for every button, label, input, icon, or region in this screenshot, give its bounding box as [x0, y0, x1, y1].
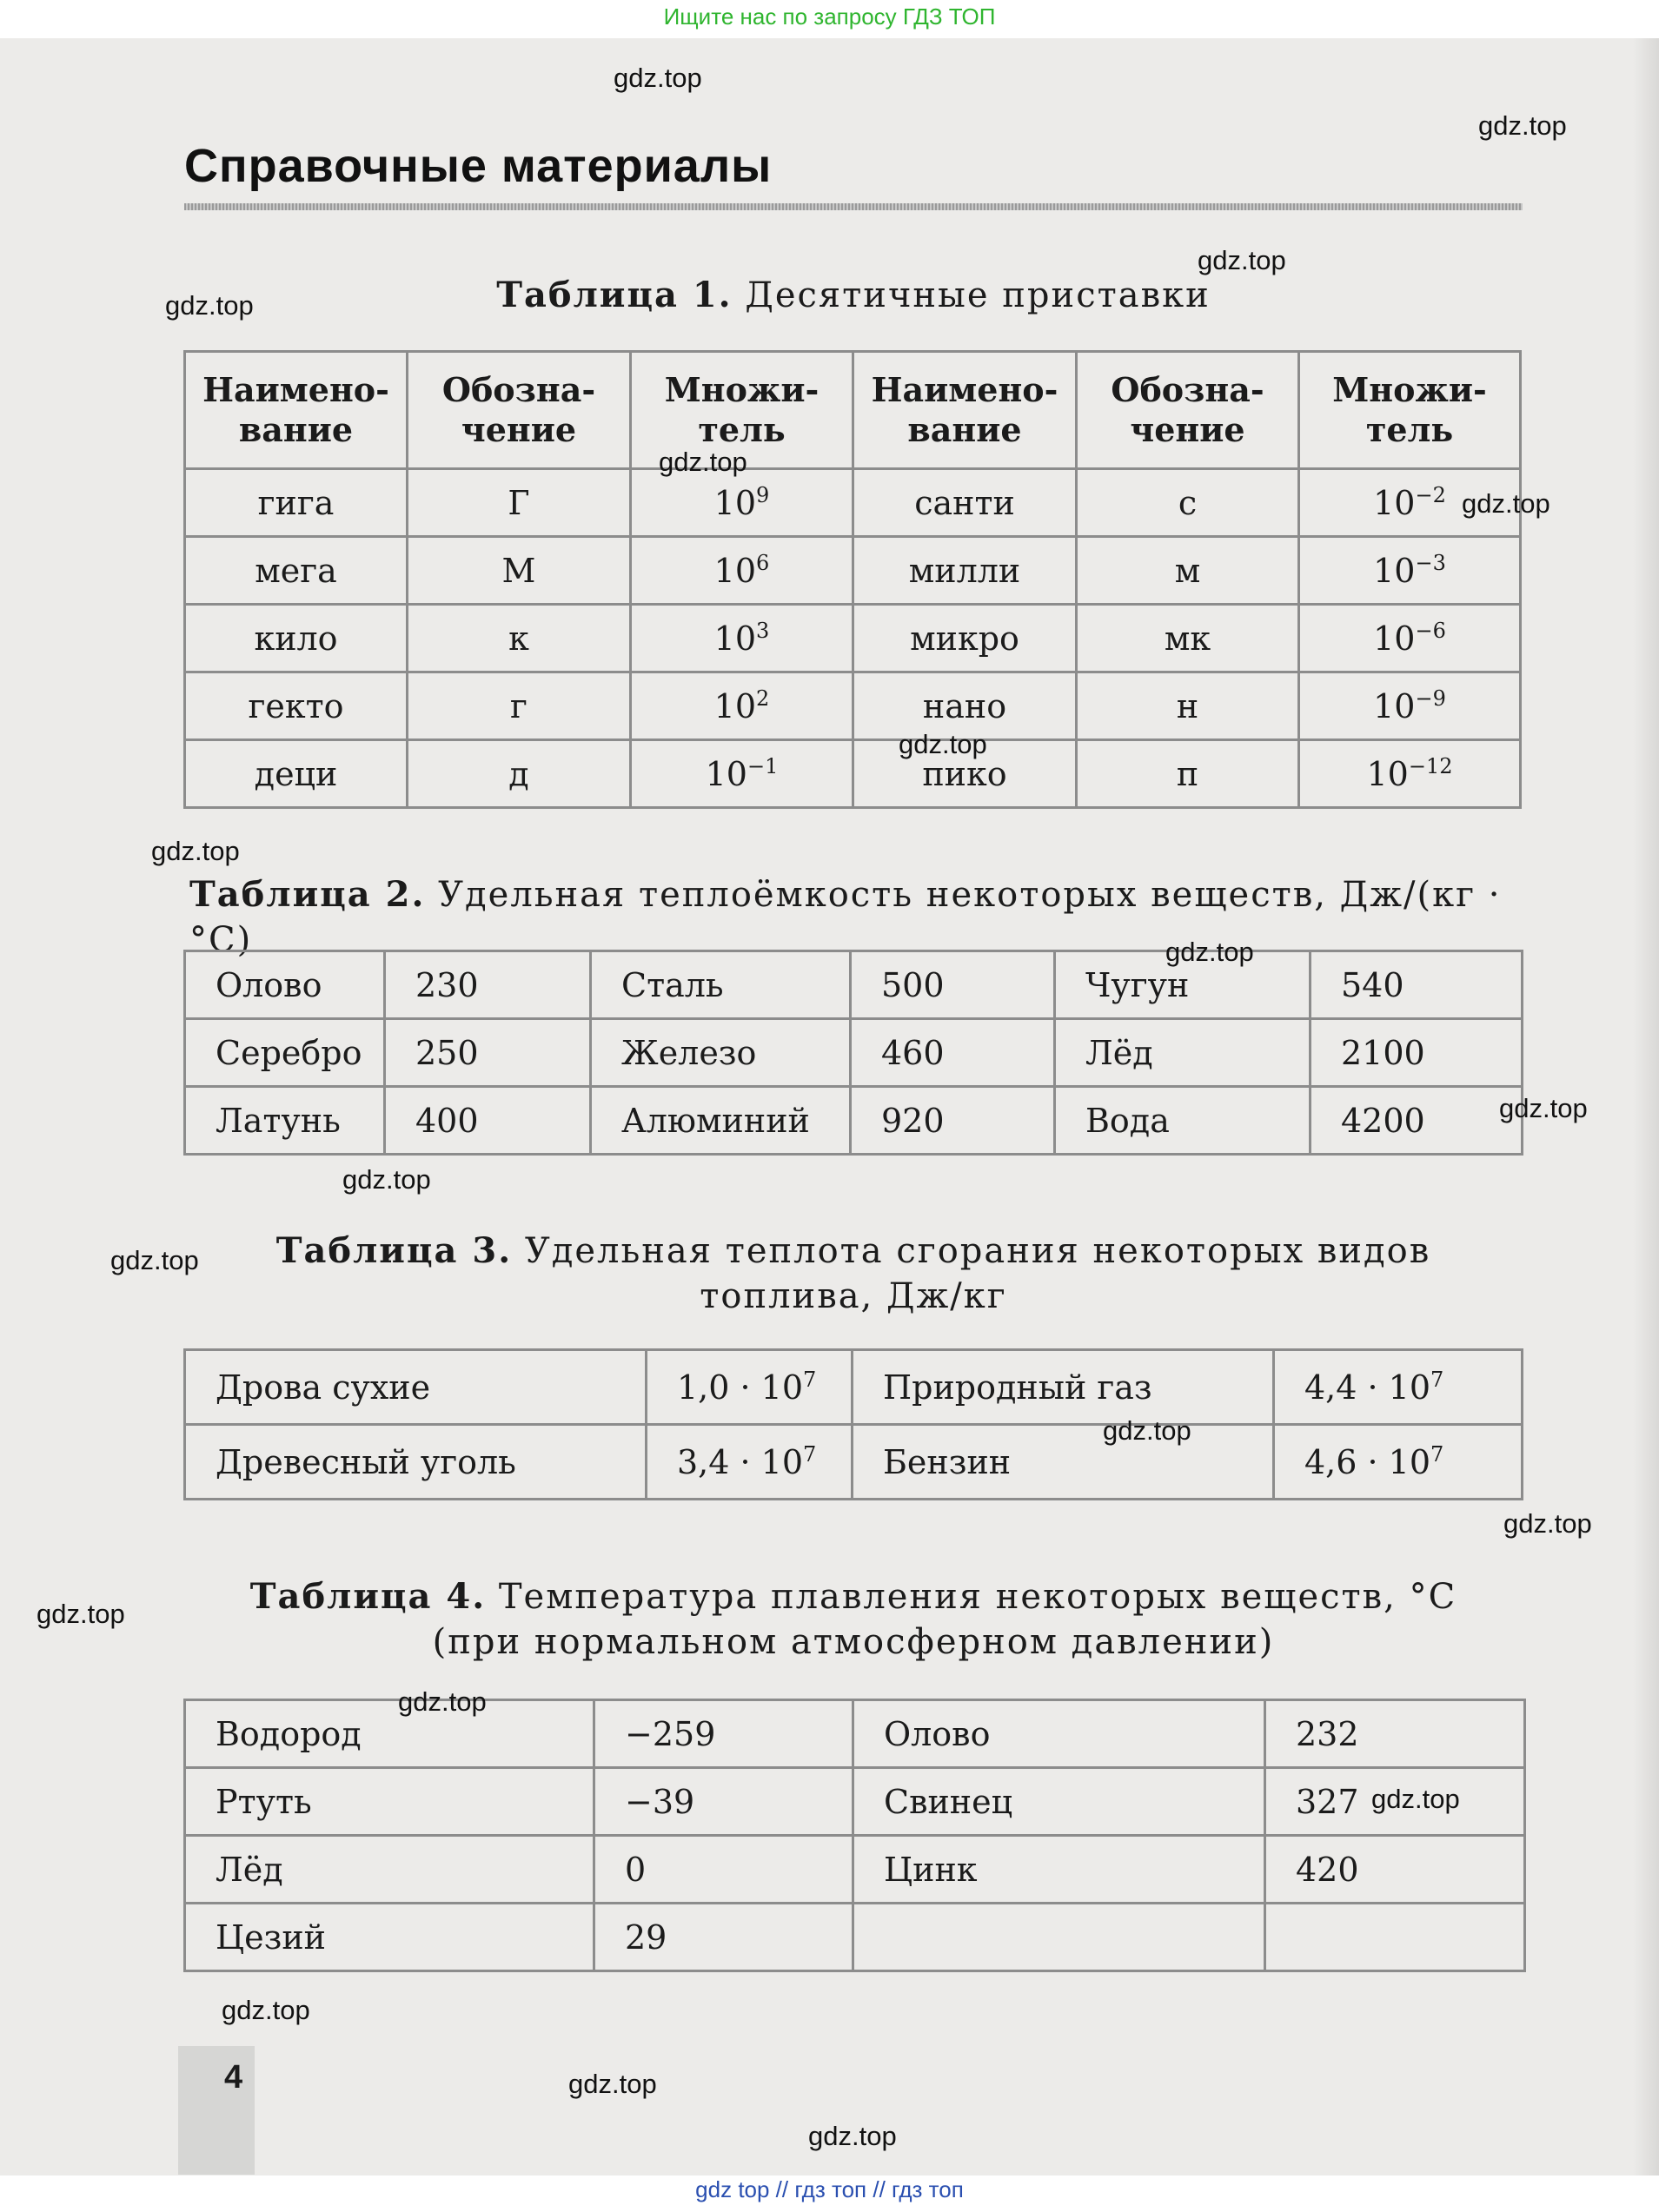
table-row [185, 1836, 1525, 1904]
table-cell [631, 605, 853, 672]
table-cell [408, 605, 631, 672]
watermark: gdz.top [614, 63, 702, 93]
table-cell [853, 1350, 1274, 1425]
cell-text: 10 [1373, 619, 1416, 658]
page-edge [1633, 38, 1659, 2176]
cell-text: 10 [1373, 551, 1416, 590]
table-cell: 420 [1265, 1836, 1525, 1904]
exponent: −6 [1415, 618, 1446, 643]
table-cell [408, 537, 631, 605]
table-cell [853, 469, 1077, 537]
cell-text: микро [910, 619, 1019, 658]
table-cell: 4200 [1311, 1087, 1523, 1155]
table-cell: Сталь [591, 951, 851, 1019]
header-cell: Обозна- чение [408, 352, 631, 469]
cell-text: 10 [713, 551, 757, 590]
table-cell [1299, 605, 1521, 672]
table-cell: Ртуть [185, 1768, 594, 1836]
table-cell [1274, 1350, 1523, 1425]
watermark: gdz.top [110, 1245, 199, 1275]
cell-text: 10 [713, 686, 757, 725]
cell-text: 10 [713, 619, 757, 658]
cell-text: 4,4 · 10 [1304, 1368, 1431, 1407]
page-title: Справочные материалы [184, 140, 773, 192]
page-number-box [178, 2046, 255, 2175]
table-cell: Свинец [853, 1768, 1265, 1836]
table-row [185, 1425, 1523, 1500]
cell-text: Древесный уголь [216, 1442, 516, 1481]
table-cell: 920 [851, 1087, 1055, 1155]
table-cell: 500 [851, 951, 1055, 1019]
header-cell: Наимено- вание [185, 352, 408, 469]
table-cell [185, 537, 408, 605]
table-row [185, 951, 1523, 1019]
table-cell [853, 1904, 1265, 1971]
table-row [185, 605, 1521, 672]
cell-text: Природный газ [883, 1368, 1152, 1407]
cell-text: д [508, 754, 529, 793]
table-melting-point [183, 1699, 1526, 1972]
table-cell: 29 [594, 1904, 853, 1971]
watermark: gdz.top [36, 1599, 125, 1629]
header-cell: Множи- тель [1299, 352, 1521, 469]
exponent: 2 [756, 685, 770, 711]
table-row [185, 1087, 1523, 1155]
cell-text: 10 [713, 483, 757, 522]
table-row [185, 1350, 1523, 1425]
table-cell [408, 672, 631, 740]
footer-links[interactable]: gdz top // гдз топ // гдз топ [695, 2176, 964, 2202]
table-cell: Серебро [185, 1019, 385, 1087]
cell-text: 3,4 · 10 [677, 1442, 804, 1481]
table-cell: Цинк [853, 1836, 1265, 1904]
table-row [185, 469, 1521, 537]
watermark: gdz.top [1478, 110, 1567, 141]
table3-caption [184, 1229, 1523, 1319]
table1-caption-label: Таблица 1. [496, 275, 733, 315]
table-cell: Латунь [185, 1087, 385, 1155]
table-cell [1077, 605, 1299, 672]
cell-text: Дрова сухие [216, 1368, 431, 1407]
page-number: 4 [224, 2059, 243, 2096]
cell-text: мк [1164, 619, 1211, 658]
table-row [185, 1019, 1523, 1087]
table-cell: 0 [594, 1836, 853, 1904]
watermark: gdz.top [165, 290, 254, 321]
cell-text: п [1176, 754, 1199, 793]
exponent: 7 [803, 1441, 817, 1467]
watermark: gdz.top [1503, 1508, 1592, 1539]
exponent: 6 [756, 550, 770, 575]
table-cell [1077, 469, 1299, 537]
exponent: 9 [756, 482, 770, 507]
title-rule [184, 203, 1523, 210]
table-cell: Цезий [185, 1904, 594, 1971]
table-cell [1274, 1425, 1523, 1500]
table-cell [1299, 537, 1521, 605]
cell-text: 1,0 · 10 [677, 1368, 804, 1407]
table-cell: Олово [853, 1700, 1265, 1768]
table-cell [408, 469, 631, 537]
cell-text: Г [508, 483, 530, 522]
table-row [185, 537, 1521, 605]
table-cell: Лёд [1055, 1019, 1311, 1087]
table4-caption-text: Температура плавления некоторых веществ, °C [486, 1577, 1457, 1617]
table-row [185, 1700, 1525, 1768]
table3-caption-text: Удельная теплота сгорания некоторых видов [512, 1231, 1431, 1271]
table-cell: Алюминий [591, 1087, 851, 1155]
table-cell [1077, 740, 1299, 808]
cell-text: гекто [248, 686, 344, 725]
cell-text: пико [922, 754, 1007, 793]
table-cell [185, 740, 408, 808]
cell-text: санти [914, 483, 1015, 522]
table-cell [631, 740, 853, 808]
exponent: 3 [756, 618, 770, 643]
table-cell: Олово [185, 951, 385, 1019]
table-cell: 400 [385, 1087, 591, 1155]
table-cell: Водород [185, 1700, 594, 1768]
table-cell [185, 469, 408, 537]
table-cell: 250 [385, 1019, 591, 1087]
watermark: gdz.top [899, 729, 987, 759]
table-cell: 232 [1265, 1700, 1525, 1768]
watermark: gdz.top [659, 447, 747, 477]
table1-caption-text: Десятичные приставки [732, 275, 1211, 315]
cell-text: кило [254, 619, 338, 658]
table-cell [408, 740, 631, 808]
cell-text: н [1176, 686, 1199, 725]
watermark: gdz.top [1198, 245, 1286, 275]
table-cell [1299, 740, 1521, 808]
table-cell: 540 [1311, 951, 1523, 1019]
table-row [185, 672, 1521, 740]
cell-text: Бензин [883, 1442, 1012, 1481]
table-cell [631, 672, 853, 740]
table4-caption [184, 1574, 1523, 1665]
watermark: gdz.top [398, 1686, 487, 1717]
table-header-row [185, 352, 1521, 469]
table1-caption [184, 273, 1523, 318]
table-cell: Лёд [185, 1836, 594, 1904]
table-cell: Чугун [1055, 951, 1311, 1019]
table-cell [1299, 672, 1521, 740]
cell-text: деци [254, 754, 338, 793]
exponent: −2 [1415, 482, 1446, 507]
cell-text: 10 [1366, 754, 1409, 793]
cell-text: м [1174, 551, 1201, 590]
header-cell: Множи- тель [631, 352, 853, 469]
cell-text: к [508, 619, 529, 658]
table-cell [185, 605, 408, 672]
table2-caption-text: Удельная теплоёмкость некоторых веществ, Дж/(кг · °C) [189, 875, 1502, 960]
cell-text: гига [257, 483, 335, 522]
cell-text: с [1178, 483, 1198, 522]
cell-text: М [501, 551, 536, 590]
cell-text: мега [255, 551, 337, 590]
exponent: 7 [1430, 1441, 1444, 1467]
table-cell [853, 1425, 1274, 1500]
table-cell [631, 537, 853, 605]
cell-text: 10 [1373, 483, 1416, 522]
table-cell: 327 [1265, 1768, 1525, 1836]
watermark: gdz.top [1103, 1415, 1191, 1446]
search-banner[interactable]: Ищите нас по запросу ГДЗ ТОП [663, 3, 996, 30]
table-cell [185, 1425, 647, 1500]
table2-caption-label: Таблица 2. [189, 874, 426, 915]
exponent: −9 [1415, 685, 1446, 711]
table-decimal-prefixes [183, 350, 1522, 809]
table-cell [631, 469, 853, 537]
cell-text: г [510, 686, 528, 725]
watermark: gdz.top [1462, 488, 1550, 519]
table-row [185, 1904, 1525, 1971]
watermark: gdz.top [342, 1164, 431, 1195]
table-cell [185, 672, 408, 740]
watermark: gdz.top [1499, 1093, 1588, 1123]
table-row [185, 740, 1521, 808]
table4-caption-label: Таблица 4. [249, 1576, 487, 1617]
table-cell: −39 [594, 1768, 853, 1836]
exponent: −12 [1408, 753, 1453, 778]
table4-caption-line2: (при нормальном атмосферном давлении) [432, 1622, 1275, 1662]
table-cell [647, 1350, 853, 1425]
exponent: 7 [803, 1367, 817, 1392]
table-cell [185, 1350, 647, 1425]
watermark: gdz.top [151, 836, 240, 866]
cell-text: 10 [705, 754, 747, 793]
cell-text: 10 [1373, 686, 1416, 725]
table-cell [1265, 1904, 1525, 1971]
exponent: 7 [1430, 1367, 1444, 1392]
exponent: −1 [747, 753, 779, 778]
table3-caption-label: Таблица 3. [275, 1230, 513, 1271]
table-cell: −259 [594, 1700, 853, 1768]
header-cell: Наимено- вание [853, 352, 1077, 469]
cell-text: милли [908, 551, 1021, 590]
watermark: gdz.top [222, 1995, 310, 2025]
table-specific-heat [183, 950, 1523, 1156]
table3-caption-line2: топлива, Дж/кг [700, 1276, 1007, 1316]
watermark: gdz.top [1165, 937, 1254, 967]
table-row [185, 1768, 1525, 1836]
table-cell: 460 [851, 1019, 1055, 1087]
table-cell [647, 1425, 853, 1500]
table-cell [1077, 672, 1299, 740]
header-cell: Обозна- чение [1077, 352, 1299, 469]
cell-text: нано [922, 686, 1007, 725]
table-cell: Железо [591, 1019, 851, 1087]
cell-text: 4,6 · 10 [1304, 1442, 1431, 1481]
watermark: gdz.top [568, 2069, 657, 2099]
table-cell [853, 537, 1077, 605]
table-cell: Вода [1055, 1087, 1311, 1155]
watermark: gdz.top [808, 2121, 897, 2151]
exponent: −3 [1415, 550, 1446, 575]
table-cell: 230 [385, 951, 591, 1019]
table-cell: 2100 [1311, 1019, 1523, 1087]
watermark: gdz.top [1371, 1784, 1460, 1814]
table-cell [853, 605, 1077, 672]
table-combustion-heat [183, 1348, 1523, 1500]
table-cell [1077, 537, 1299, 605]
